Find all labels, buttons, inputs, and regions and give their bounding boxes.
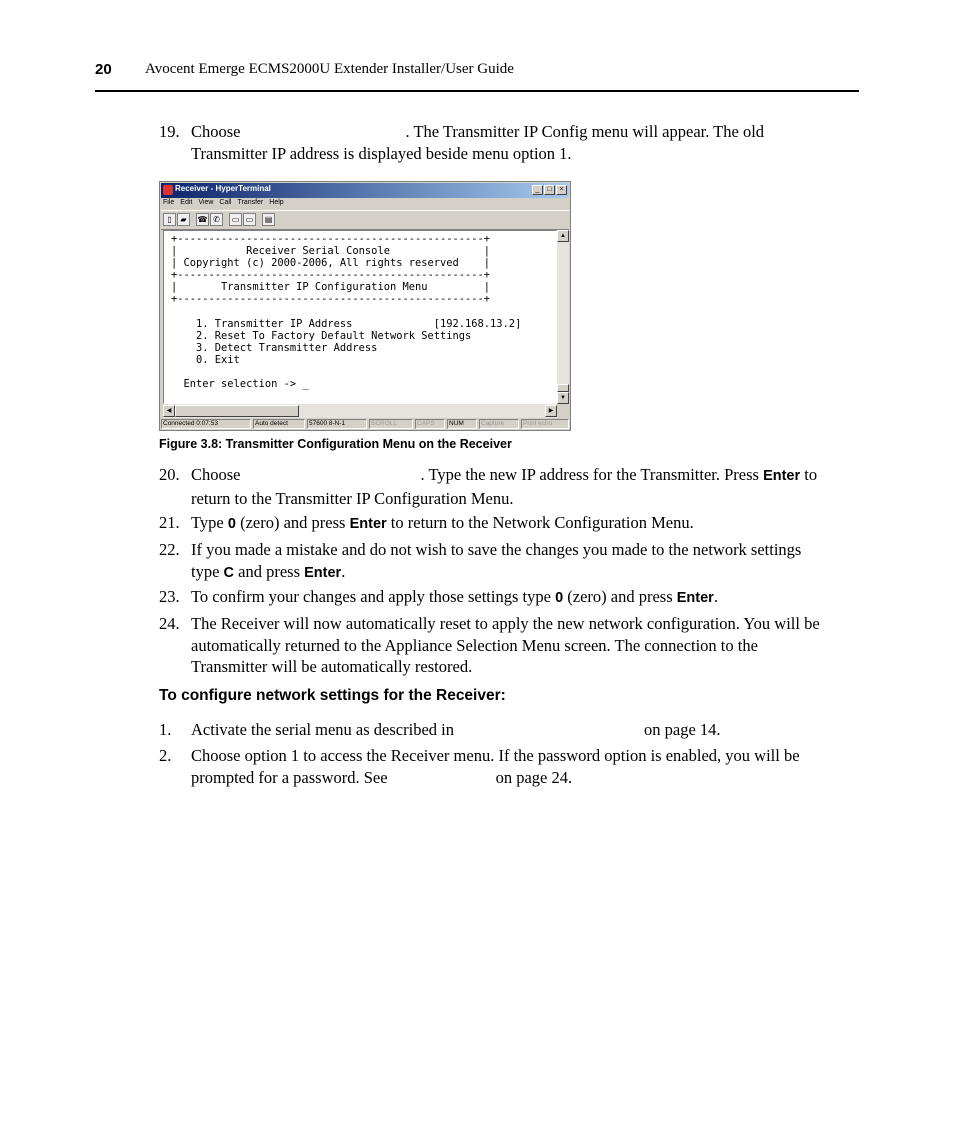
text-fragment: and press [238,561,301,581]
status-capture: Capture [479,419,519,429]
key-name: Enter [763,468,801,484]
menu-transfer: Transfer [237,199,264,206]
receiver-step-1 [159,719,859,741]
text-fragment: (zero) and press [240,513,346,532]
horizontal-scrollbar [163,404,557,418]
key-name: 0 [227,516,236,532]
text-fragment: Type [191,513,224,532]
step-number: 22. [159,540,180,559]
window-controls [532,185,567,195]
scroll-left-icon: ◀ [163,405,175,417]
properties-icon: ▤ [262,213,275,226]
vertical-scrollbar [557,230,569,404]
key-name: Enter [304,564,342,581]
hangup-icon: ✆ [210,213,223,226]
scroll-up-icon: ▲ [557,230,569,242]
step-number: 23. [159,587,180,606]
status-caps: CAPS [415,419,445,429]
text-fragment: To confirm your changes and apply those settings type [191,587,551,606]
scroll-down-icon: ▼ [557,392,569,404]
text-fragment: . The Transmitter IP Config menu will appear. The old [405,122,765,141]
text-fragment: on page 14. [644,720,721,739]
toolbar [161,210,569,230]
receive-icon: ▭ [243,213,256,226]
document-title: Avocent Emerge ECMS2000U Extender Installer/User Guide [145,61,514,77]
text-fragment: on page 24. [495,767,573,787]
step-text [191,745,859,788]
page-number: 20 [95,61,112,78]
status-connected: Connected 0:07:53 [161,419,251,429]
minimize-icon: _ [532,185,543,195]
status-print-echo: Print echo [521,419,569,429]
text-fragment: (zero) and press [567,587,673,606]
menu-help: Help [269,199,284,206]
key-name: Enter [349,516,387,532]
hyperterminal-screenshot [159,181,571,431]
text-line: Transmitter will be automatically restored. [191,657,473,676]
text-fragment: Choose [191,465,241,484]
menu-edit: Edit [180,199,193,206]
text-line: automatically returned to the Appliance Selection Menu screen. The connection to the [191,635,758,655]
menu-call: Call [219,199,232,206]
status-settings: 57600 8-N-1 [307,419,367,429]
step-number: 24. [159,614,180,633]
text-fragment: . [341,561,346,581]
step-text [191,586,859,610]
status-detect: Auto detect [253,419,305,429]
step-text [191,539,859,584]
section-heading: To configure network settings for the Receiver: [159,687,506,704]
text-line: The Receiver will now automatically reset to apply the new network configuration. You will be [191,614,820,633]
text-line: If you made a mistake and do not wish to save the changes you made to the network settings [191,540,802,559]
open-icon: ▰ [177,213,190,226]
step-number: 20. [159,465,180,484]
figure-caption: Figure 3.8: Transmitter Configuration Menu on the Receiver [159,437,512,451]
call-icon: ☎ [197,215,208,224]
step-number: 21. [159,513,180,532]
step-22 [159,539,859,583]
receiver-step-2 [159,745,859,789]
text-fragment: . Type the new IP address for the Transmitter. Press [420,465,759,484]
step-23 [159,586,859,608]
step-number: 2. [159,746,172,765]
new-icon: ▯ [163,213,176,226]
key-name: 0 [555,590,564,606]
status-bar [161,419,569,430]
hyperterminal-app-icon [163,185,173,195]
text-fragment: . [713,587,718,606]
menu-file: File [163,199,175,206]
horizontal-scroll-thumb [175,405,299,417]
menu-view: View [198,199,214,206]
menu-bar [163,199,284,210]
text-fragment: to [804,465,818,484]
scroll-right-icon: ▶ [545,405,557,417]
key-name: C [223,564,235,581]
status-num: NUM [447,419,477,429]
step-text [191,121,859,164]
text-line: Transmitter IP address is displayed beside menu option 1. [191,143,572,163]
maximize-icon: □ [544,185,555,195]
text-fragment: Choose [191,122,241,141]
terminal-screen [163,230,557,404]
window-title: Receiver - HyperTerminal [175,184,271,193]
step-text [191,464,859,509]
window-titlebar [161,183,569,198]
step-number: 1. [159,720,172,739]
text-line: return to the Transmitter IP Configuration Menu. [191,488,514,508]
step-text [191,613,859,678]
step-20 [159,464,859,508]
text-fragment: Activate the serial menu as described in [191,720,454,739]
text-line: Choose option 1 to access the Receiver menu. If the password option is enabled, you will be [191,746,800,765]
send-icon: ▭ [229,213,242,226]
key-name: Enter [676,590,714,606]
vertical-scroll-thumb [557,384,569,392]
text-fragment: prompted for a password. See [191,767,388,787]
status-scroll: SCROLL [369,419,413,429]
text-fragment: type [191,561,220,581]
step-text [191,719,859,741]
text-fragment: to return to the Network Configuration Menu. [390,513,694,532]
step-number: 19. [159,122,180,141]
step-21 [159,512,859,534]
terminal-text: +-------------------------------------------------+ | Receiver Serial Console | | Copyright (c) 2000-2006, All rights reserved | +-------------------------------------------------+ | Transmitter IP Configuration Menu | +-------------------------------------------------+ 1. Transmitter IP Address [192.168.13.2] 2. Reset To Factory Default Network Settings 3. Detect Transmitter Address 0. Exit Enter selection -> _ [171,233,522,391]
step-24 [159,613,859,679]
close-icon: × [556,185,567,195]
page-header [95,58,859,92]
step-19 [159,121,859,165]
step-text [191,512,859,536]
